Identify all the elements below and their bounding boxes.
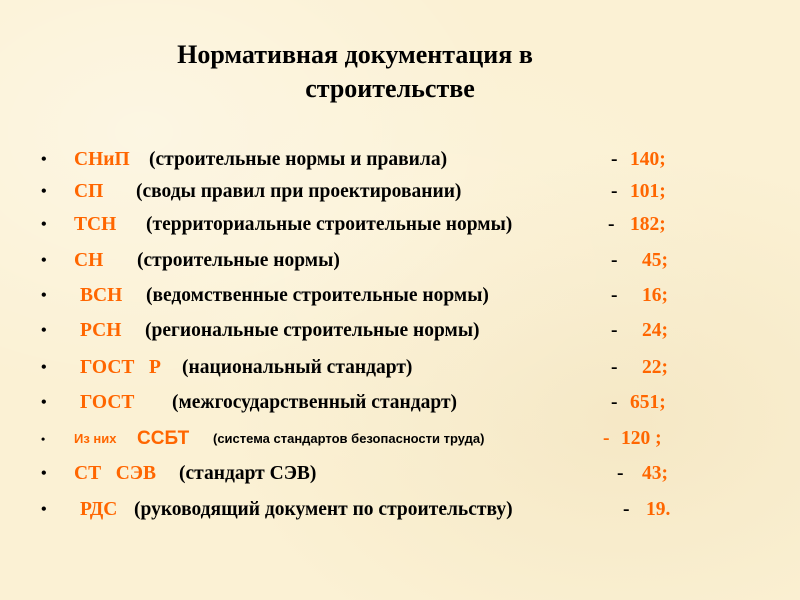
item-dash: -	[611, 285, 618, 306]
item-abbr: ССБТ	[137, 428, 190, 449]
list-item	[0, 281, 800, 311]
item-count: 101;	[630, 181, 666, 202]
item-abbr: СН	[74, 250, 104, 271]
list-item	[0, 210, 800, 240]
item-count: 24;	[642, 320, 668, 341]
bullet-icon: •	[41, 432, 46, 446]
item-dash: -	[611, 181, 618, 202]
item-dash: -	[603, 428, 610, 449]
item-description: (своды правил при проектировании)	[136, 181, 462, 202]
item-abbr: СП	[74, 181, 104, 202]
item-count: 182;	[630, 214, 666, 235]
bullet-icon: •	[41, 252, 47, 269]
title-line-1: Нормативная документация в	[177, 40, 533, 69]
item-abbr: ГОСТ	[80, 392, 135, 413]
bullet-icon: •	[41, 216, 47, 233]
bullet-icon: •	[41, 501, 47, 518]
item-count: 45;	[642, 250, 668, 271]
item-abbr: ГОСТ Р	[80, 357, 161, 378]
item-abbr: СНиП	[74, 149, 130, 170]
item-description: (строительные нормы и правила)	[149, 149, 448, 170]
list-item	[0, 459, 800, 489]
list-item	[0, 424, 800, 454]
item-description: (ведомственные строительные нормы)	[146, 285, 489, 306]
item-description: (строительные нормы)	[137, 250, 340, 271]
item-count: 22;	[642, 357, 668, 378]
item-abbr: РСН	[80, 320, 122, 341]
item-dash: -	[611, 250, 618, 271]
list-item	[0, 246, 800, 276]
item-dash: -	[617, 463, 624, 484]
title-line-2: строительстве	[305, 74, 475, 103]
bullet-icon: •	[41, 465, 47, 482]
item-abbr: СТ СЭВ	[74, 463, 157, 484]
list-item	[0, 495, 800, 525]
bullet-icon: •	[41, 183, 47, 200]
item-count: 19.	[646, 499, 671, 520]
item-description: (межгосударственный стандарт)	[172, 392, 458, 413]
item-count: 120 ;	[621, 428, 662, 449]
list-item	[0, 388, 800, 418]
item-description: (система стандартов безопасности труда)	[213, 431, 485, 446]
item-abbr: ВСН	[80, 285, 123, 306]
item-prefix: Из них	[74, 431, 117, 446]
bullet-icon: •	[41, 287, 47, 304]
item-count: 43;	[642, 463, 668, 484]
item-dash: -	[623, 499, 630, 520]
item-description: (национальный стандарт)	[182, 357, 413, 378]
item-dash: -	[611, 320, 618, 341]
list-item	[0, 177, 800, 207]
list-item	[0, 353, 800, 383]
item-count: 140;	[630, 149, 666, 170]
item-description: (стандарт СЭВ)	[179, 463, 317, 484]
list-item	[0, 316, 800, 346]
bullet-icon: •	[41, 151, 47, 168]
item-description: (руководящий документ по строительству)	[134, 499, 513, 520]
item-dash: -	[608, 214, 615, 235]
item-count: 16;	[642, 285, 668, 306]
item-description: (региональные строительные нормы)	[145, 320, 480, 341]
item-dash: -	[611, 357, 618, 378]
item-dash: -	[611, 392, 618, 413]
list-item	[0, 145, 800, 175]
item-abbr: ТСН	[74, 214, 117, 235]
item-abbr: РДС	[80, 499, 118, 520]
bullet-icon: •	[41, 322, 47, 339]
bullet-icon: •	[41, 394, 47, 411]
item-description: (территориальные строительные нормы)	[146, 214, 513, 235]
item-count: 651;	[630, 392, 666, 413]
bullet-icon: •	[41, 359, 47, 376]
item-dash: -	[611, 149, 618, 170]
